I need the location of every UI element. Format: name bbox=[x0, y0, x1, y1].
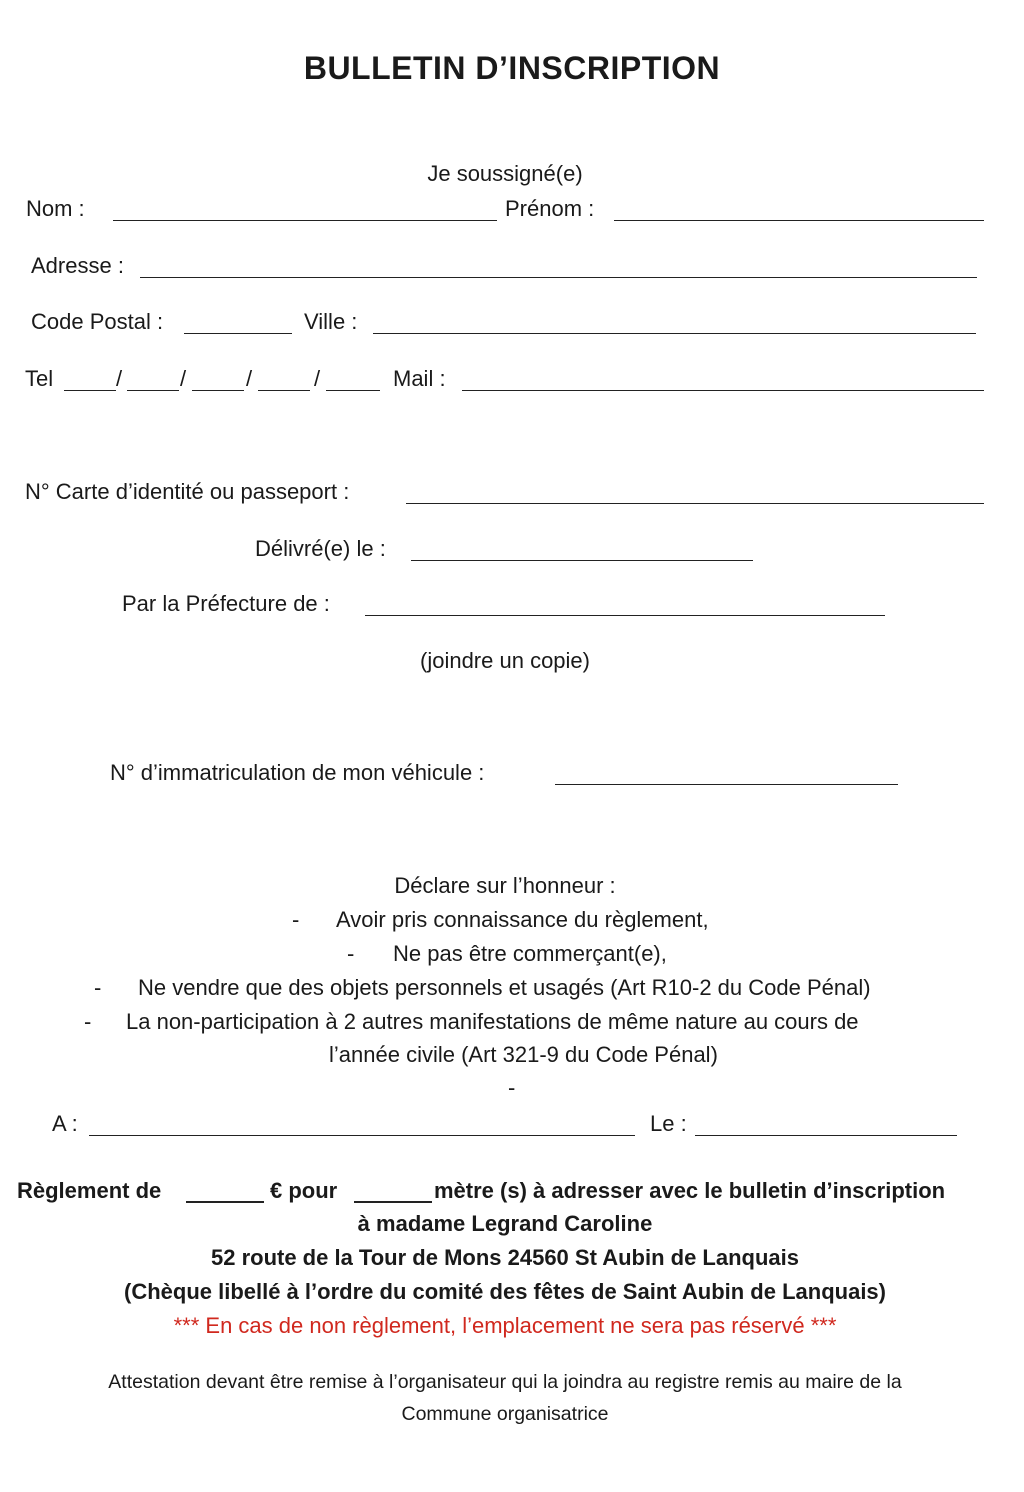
ville-field[interactable] bbox=[373, 333, 976, 334]
immatriculation-field[interactable] bbox=[555, 784, 898, 785]
payment-cheque: (Chèque libellé à l’ordre du comité des fêtes de Saint Aubin de Lanquais) bbox=[124, 1279, 886, 1304]
payment-recipient: à madame Legrand Caroline bbox=[357, 1211, 653, 1236]
adresse-field[interactable] bbox=[140, 277, 977, 278]
payment-warning: *** En cas de non règlement, l’emplacement ne sera pas réservé *** bbox=[173, 1313, 837, 1338]
prenom-field[interactable] bbox=[614, 220, 984, 221]
code-postal-label: Code Postal : bbox=[31, 309, 164, 334]
delivre-field[interactable] bbox=[411, 560, 753, 561]
form-title: BULLETIN D’INSCRIPTION bbox=[303, 50, 721, 86]
prefecture-field[interactable] bbox=[365, 615, 885, 616]
tel-segment[interactable] bbox=[127, 390, 179, 391]
immatriculation-label: N° d’immatriculation de mon véhicule : bbox=[110, 760, 485, 785]
mail-field[interactable] bbox=[462, 390, 984, 391]
tel-separator: / bbox=[246, 366, 253, 391]
prefecture-label: Par la Préfecture de : bbox=[122, 591, 330, 616]
tel-label: Tel bbox=[25, 366, 54, 391]
attestation-line-2: Commune organisatrice bbox=[401, 1403, 609, 1425]
id-card-field[interactable] bbox=[406, 503, 984, 504]
tel-separator: / bbox=[180, 366, 187, 391]
tel-segment[interactable] bbox=[64, 390, 116, 391]
bullet-dash: - bbox=[292, 907, 300, 932]
code-postal-field[interactable] bbox=[184, 333, 292, 334]
declaration-heading: Déclare sur l’honneur : bbox=[394, 873, 616, 898]
payment-address: 52 route de la Tour de Mons 24560 St Aubin de Lanquais bbox=[210, 1245, 799, 1270]
tel-separator: / bbox=[116, 366, 123, 391]
declaration-item-continued: l’année civile (Art 321-9 du Code Pénal) bbox=[329, 1042, 718, 1067]
bullet-dash: - bbox=[84, 1009, 92, 1034]
joindre-note: (joindre un copie) bbox=[420, 648, 590, 673]
mail-label: Mail : bbox=[393, 366, 446, 391]
bullet-dash: - bbox=[347, 941, 355, 966]
declaration-item: Avoir pris connaissance du règlement, bbox=[336, 907, 709, 932]
declaration-item: Ne pas être commerçant(e), bbox=[393, 941, 667, 966]
attestation-line-1: Attestation devant être remise à l’organisateur qui la joindra au registre remis au maire de la bbox=[108, 1371, 902, 1393]
bullet-dash: - bbox=[94, 975, 102, 1000]
date-label: Le : bbox=[650, 1111, 687, 1136]
place-label: A : bbox=[52, 1111, 78, 1136]
euro-pour-label: € pour bbox=[270, 1178, 338, 1203]
delivre-label: Délivré(e) le : bbox=[255, 536, 386, 561]
tel-segment[interactable] bbox=[258, 390, 310, 391]
id-card-label: N° Carte d’identité ou passeport : bbox=[25, 479, 350, 504]
intro-text: Je soussigné(e) bbox=[427, 161, 583, 186]
tel-segment[interactable] bbox=[326, 390, 380, 391]
nom-label: Nom : bbox=[26, 196, 85, 221]
meters-field[interactable] bbox=[354, 1201, 432, 1203]
nom-field[interactable] bbox=[113, 220, 497, 221]
amount-field[interactable] bbox=[186, 1201, 264, 1203]
tel-segment[interactable] bbox=[192, 390, 244, 391]
payment-label: Règlement de bbox=[17, 1178, 162, 1203]
payment-rest: mètre (s) à adresser avec le bulletin d’inscription bbox=[434, 1178, 946, 1203]
date-field[interactable] bbox=[695, 1135, 957, 1136]
declaration-item: Ne vendre que des objets personnels et usagés (Art R10-2 du Code Pénal) bbox=[138, 975, 871, 1000]
prenom-label: Prénom : bbox=[505, 196, 595, 221]
tel-separator: / bbox=[314, 366, 321, 391]
declaration-item: La non-participation à 2 autres manifestations de même nature au cours de bbox=[126, 1009, 859, 1034]
bullet-dash: - bbox=[508, 1075, 516, 1100]
ville-label: Ville : bbox=[304, 309, 358, 334]
adresse-label: Adresse : bbox=[31, 253, 124, 278]
place-field[interactable] bbox=[89, 1135, 635, 1136]
